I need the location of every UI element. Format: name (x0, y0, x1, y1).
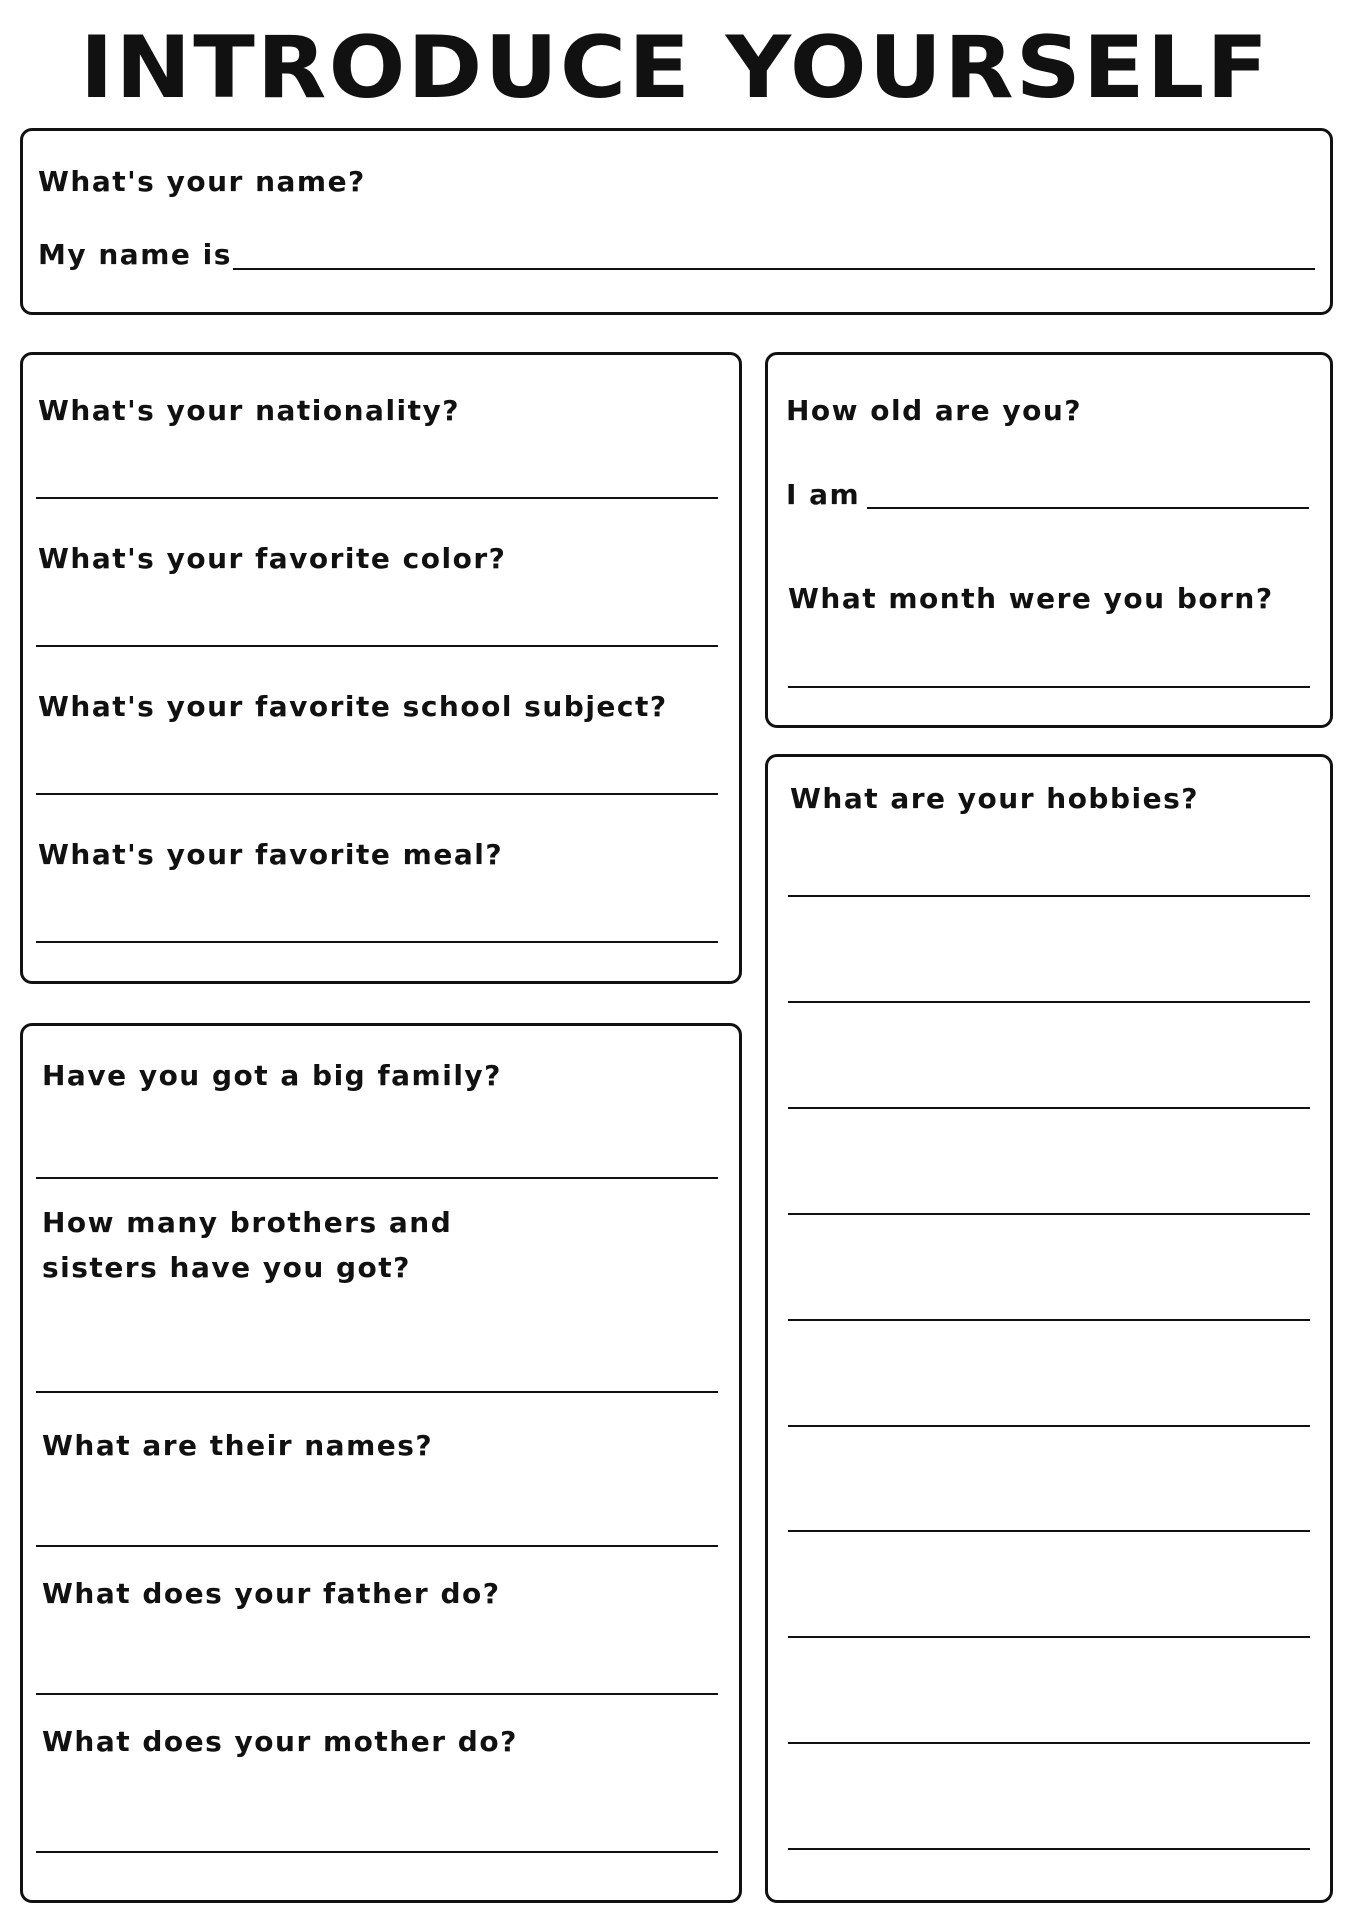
father-job-answer-line[interactable] (36, 1693, 718, 1695)
age-answer-line[interactable] (867, 507, 1309, 509)
siblings-answer-line[interactable] (36, 1391, 718, 1393)
name-prompt: My name is (38, 238, 232, 271)
hobbies-question: What are your hobbies? (790, 782, 1200, 815)
hobbies-answer-line[interactable] (788, 1530, 1310, 1532)
personal-section (20, 352, 742, 984)
name-section (20, 128, 1333, 315)
siblings-question: How many brothers and sisters have you got? (42, 1206, 453, 1284)
mother-job-question: What does your mother do? (42, 1725, 518, 1758)
mother-job-answer-line[interactable] (36, 1851, 718, 1853)
hobbies-answer-line[interactable] (788, 895, 1310, 897)
nationality-question: What's your nationality? (38, 394, 461, 427)
favorite-meal-answer-line[interactable] (36, 941, 718, 943)
hobbies-answer-line[interactable] (788, 1107, 1310, 1109)
hobbies-section (765, 754, 1333, 1903)
hobbies-answer-line[interactable] (788, 1001, 1310, 1003)
favorite-color-question: What's your favorite color? (38, 542, 507, 575)
big-family-question: Have you got a big family? (42, 1059, 502, 1092)
favorite-color-answer-line[interactable] (36, 645, 718, 647)
name-answer-line[interactable] (233, 268, 1315, 270)
nationality-answer-line[interactable] (36, 497, 718, 499)
family-section (20, 1023, 742, 1903)
worksheet-title: INTRODUCE YOURSELF (79, 18, 1271, 118)
big-family-answer-line[interactable] (36, 1177, 718, 1179)
hobbies-answer-line[interactable] (788, 1319, 1310, 1321)
hobbies-answer-line[interactable] (788, 1425, 1310, 1427)
sibling-names-question: What are their names? (42, 1429, 434, 1462)
birth-month-question: What month were you born? (788, 582, 1274, 615)
father-job-question: What does your father do? (42, 1577, 501, 1610)
hobbies-answer-line[interactable] (788, 1636, 1310, 1638)
age-prompt: I am (786, 478, 861, 511)
favorite-meal-question: What's your favorite meal? (38, 838, 504, 871)
favorite-subject-answer-line[interactable] (36, 793, 718, 795)
hobbies-answer-line[interactable] (788, 1213, 1310, 1215)
favorite-subject-question: What's your favorite school subject? (38, 690, 668, 723)
name-question: What's your name? (38, 165, 366, 198)
hobbies-answer-line[interactable] (788, 1848, 1310, 1850)
sibling-names-answer-line[interactable] (36, 1545, 718, 1547)
birth-month-answer-line[interactable] (788, 686, 1310, 688)
hobbies-answer-line[interactable] (788, 1742, 1310, 1744)
age-question: How old are you? (786, 394, 1083, 427)
